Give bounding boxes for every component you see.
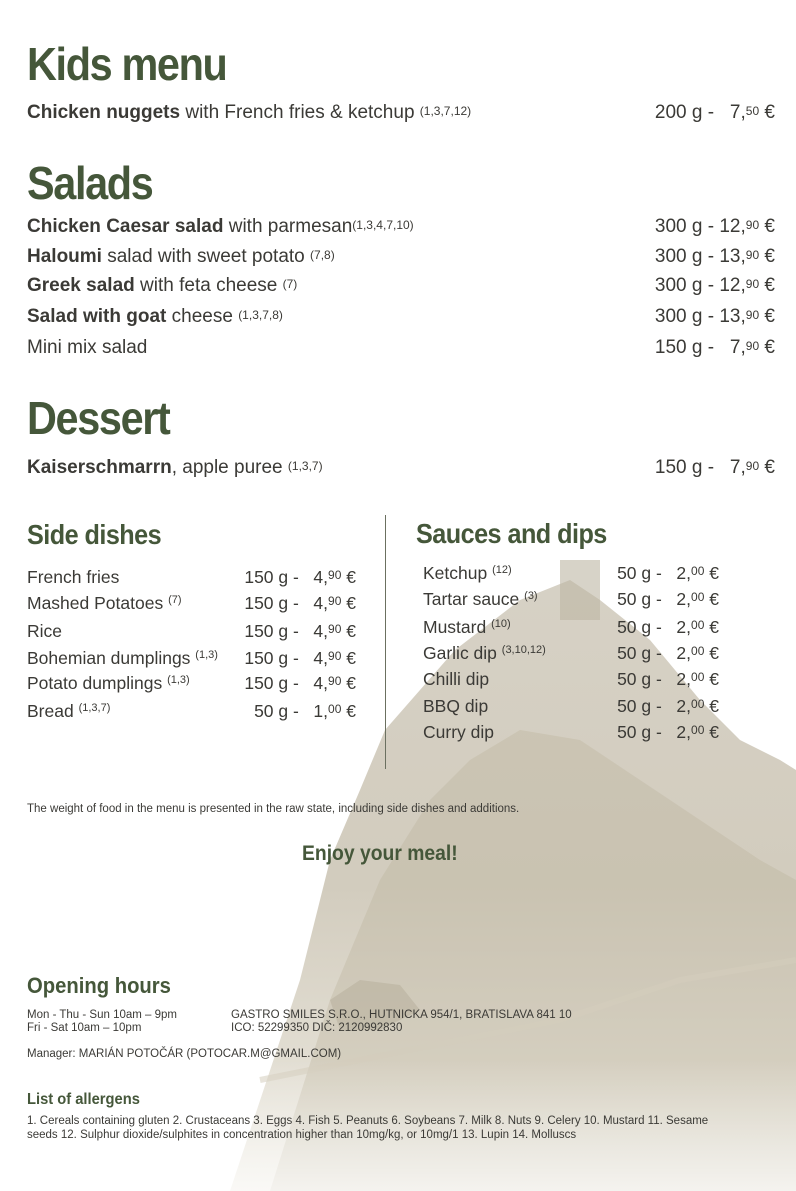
side-dish-row [27,646,356,670]
item-name: Bread [27,701,79,721]
price-cents: 00 [691,644,705,658]
item-allergens: (1,3,7,12) [419,104,472,118]
item-price [655,304,775,330]
currency: € [341,648,356,668]
item-price [655,273,775,299]
item-price [655,244,775,270]
price-main: 2, [676,617,692,637]
price-cents: 90 [745,277,760,291]
currency: € [704,617,719,637]
opening-hours-heading: Opening hours [27,973,171,998]
currency: € [341,673,356,693]
currency: € [759,216,775,237]
price-cents: 00 [691,697,705,711]
currency: € [759,102,775,123]
item-weight: 150 g - [244,621,299,641]
side-dish-row [27,699,356,723]
item-price [244,619,356,643]
price-main: 4, [313,621,329,641]
item-allergens: (1,3,7,8) [238,308,283,322]
item-price [244,565,356,589]
side-dishes-heading: Side dishes [27,519,162,550]
price-main: 2, [676,669,692,689]
currency: € [341,701,356,721]
price-cents: 90 [328,568,342,582]
item-weight: 150 g - [244,593,299,613]
price-main: 2, [676,643,692,663]
item-price [617,587,719,611]
menu-item-haloumi [27,244,775,270]
item-price [617,561,719,585]
item-name-bold: Chicken Caesar salad [27,216,224,237]
sauce-row [423,641,719,665]
item-weight: 150 g - [244,648,299,668]
item-weight: 200 g - [654,102,715,123]
currency: € [759,306,775,327]
item-name: Mustard [423,617,492,637]
item-weight: 50 g - [617,589,662,609]
weight-note: The weight of food in the menu is presented in the raw state, including side dishes and additions. [27,803,520,815]
hours-line-1: Mon - Thu - Sun 10am – 9pm [27,1009,177,1021]
item-name-bold: Greek salad [27,275,135,296]
price-main: 2, [676,589,692,609]
column-divider [385,515,386,769]
price-main: 1, [313,701,329,721]
item-allergens: (1,3) [195,649,218,661]
currency: € [704,669,719,689]
side-dish-row [27,619,356,643]
item-name: Garlic dip [423,643,502,663]
item-price [617,641,719,665]
item-allergens: (1,3) [167,674,190,686]
item-weight: 150 g - [244,567,299,587]
sauce-row [423,587,719,611]
item-weight: 300 g - [654,216,715,237]
item-price [254,699,356,723]
price-cents: 50 [745,104,760,118]
sauce-row [423,561,719,585]
item-name: Potato dumplings [27,673,168,693]
currency: € [704,722,719,742]
menu-item-chicken-caesar [27,214,775,240]
sauce-row [423,694,719,718]
item-allergens: (1,3,7) [287,459,323,473]
item-allergens: (7) [168,594,182,606]
price-cents: 00 [691,564,705,578]
item-description: with parmesan [223,216,353,237]
company-ids: ICO: 52299350 DIČ: 2120992830 [231,1022,403,1034]
enjoy-message: Enjoy your meal! [302,842,458,865]
currency: € [704,563,719,583]
price-cents: 90 [328,622,342,636]
item-weight: 50 g - [254,701,299,721]
manager-contact: Manager: MARIÁN POTOČÁR (POTOCAR.M@GMAIL.COM) [27,1048,342,1060]
sauce-row [423,667,719,691]
price-main: 4, [313,567,329,587]
price-main: 13, [719,306,746,327]
item-price [617,720,719,744]
currency: € [704,643,719,663]
allergens-line-2: seeds 12. Sulphur dioxide/sulphites in concentration higher than 10mg/kg, or 10mg/1 13. Lupin 14. Molluscs [27,1129,577,1141]
item-weight: 50 g - [617,643,662,663]
item-weight: 50 g - [617,669,662,689]
menu-item-mini-mix-salad [27,335,775,361]
price-cents: 90 [745,308,760,322]
sauces-heading: Sauces and dips [416,518,607,549]
item-allergens: (10) [491,618,511,630]
price-main: 7, [729,102,746,123]
price-main: 7, [729,337,746,358]
price-cents: 00 [691,618,705,632]
hours-line-2: Fri - Sat 10am – 10pm [27,1022,142,1034]
price-main: 13, [719,246,746,267]
menu-item-kaiserschmarrn [27,455,775,481]
item-name-bold: Chicken nuggets [27,102,181,123]
salads-heading: Salads [27,157,153,209]
item-price [655,455,775,481]
item-name: Bohemian dumplings [27,648,196,668]
price-main: 12, [719,275,746,296]
price-cents: 00 [691,723,705,737]
item-name-bold: Kaiserschmarrn [27,457,172,478]
item-description: , apple puree [171,457,288,478]
item-name: Rice [27,621,63,641]
price-cents: 90 [745,459,760,473]
item-allergens: (3,10,12) [501,644,546,656]
item-weight: 50 g - [617,696,662,716]
price-main: 4, [313,648,329,668]
item-price [617,615,719,639]
item-allergens: (1,3,4,7,10) [352,218,414,232]
item-price [655,335,775,361]
price-main: 2, [676,696,692,716]
price-cents: 00 [691,670,705,684]
sauce-row [423,615,719,639]
item-description: with feta cheese [134,275,283,296]
allergens-line-1: 1. Cereals containing gluten 2. Crustaceans 3. Eggs 4. Fish 5. Peanuts 6. Soybeans 7. Milk 8. Nuts 9. Celery 10. Mustard 11. Sesame [27,1115,709,1127]
item-weight: 300 g - [654,275,715,296]
item-weight: 50 g - [617,617,662,637]
price-main: 4, [313,673,329,693]
item-allergens: (3) [524,590,538,602]
item-allergens: (7) [282,277,298,291]
item-price [244,591,356,615]
dessert-heading: Dessert [27,392,170,444]
item-price [244,646,356,670]
currency: € [704,696,719,716]
item-allergens: (1,3,7) [78,702,111,714]
item-name: Ketchup [423,563,493,583]
sauce-row [423,720,719,744]
currency: € [759,275,775,296]
menu-item-greek-salad [27,273,775,299]
item-name: Curry dip [423,722,494,742]
item-weight: 150 g - [244,673,299,693]
price-cents: 00 [328,702,342,716]
price-cents: 90 [328,674,342,688]
item-description: cheese [166,306,239,327]
item-price [655,214,775,240]
price-main: 4, [313,593,329,613]
item-weight: 50 g - [617,563,662,583]
currency: € [704,589,719,609]
price-main: 7, [729,457,746,478]
kids-menu-heading: Kids menu [27,38,227,90]
price-cents: 90 [328,649,342,663]
price-cents: 90 [745,218,760,232]
item-allergens: (12) [492,564,512,576]
item-name: Mashed Potatoes [27,593,169,613]
currency: € [759,457,775,478]
currency: € [759,246,775,267]
item-description: salad with sweet potato [101,246,311,267]
price-cents: 90 [328,594,342,608]
item-weight: 50 g - [617,722,662,742]
currency: € [759,337,775,358]
company-address: GASTRO SMILES S.R.O., HUTNICKA 954/1, BRATISLAVA 841 10 [231,1009,572,1021]
currency: € [341,567,356,587]
item-weight: 150 g - [654,337,715,358]
price-cents: 90 [745,248,760,262]
currency: € [341,621,356,641]
price-main: 2, [676,563,692,583]
item-name-bold: Salad with goat [27,306,167,327]
item-price [244,671,356,695]
item-allergens: (7,8) [310,248,335,262]
menu-item-chicken-nuggets [27,100,775,126]
item-name: Tartar sauce [423,589,525,609]
currency: € [341,593,356,613]
menu-item-goat-cheese-salad [27,304,775,330]
item-name: BBQ dip [423,696,489,716]
side-dish-row [27,591,356,615]
item-weight: 150 g - [654,457,715,478]
side-dish-row [27,565,356,589]
item-weight: 300 g - [654,246,715,267]
price-main: 2, [676,722,692,742]
allergens-heading: List of allergens [27,1091,140,1108]
price-cents: 90 [745,339,760,353]
price-main: 12, [719,216,746,237]
item-description: with French fries & ketchup [180,102,420,123]
item-name: Chilli dip [423,669,490,689]
item-price [617,667,719,691]
side-dish-row [27,671,356,695]
item-price [655,100,775,126]
item-price [617,694,719,718]
item-name-bold: Haloumi [27,246,102,267]
item-weight: 300 g - [654,306,715,327]
item-description: Mini mix salad [27,337,148,358]
price-cents: 00 [691,590,705,604]
item-name: French fries [27,567,120,587]
